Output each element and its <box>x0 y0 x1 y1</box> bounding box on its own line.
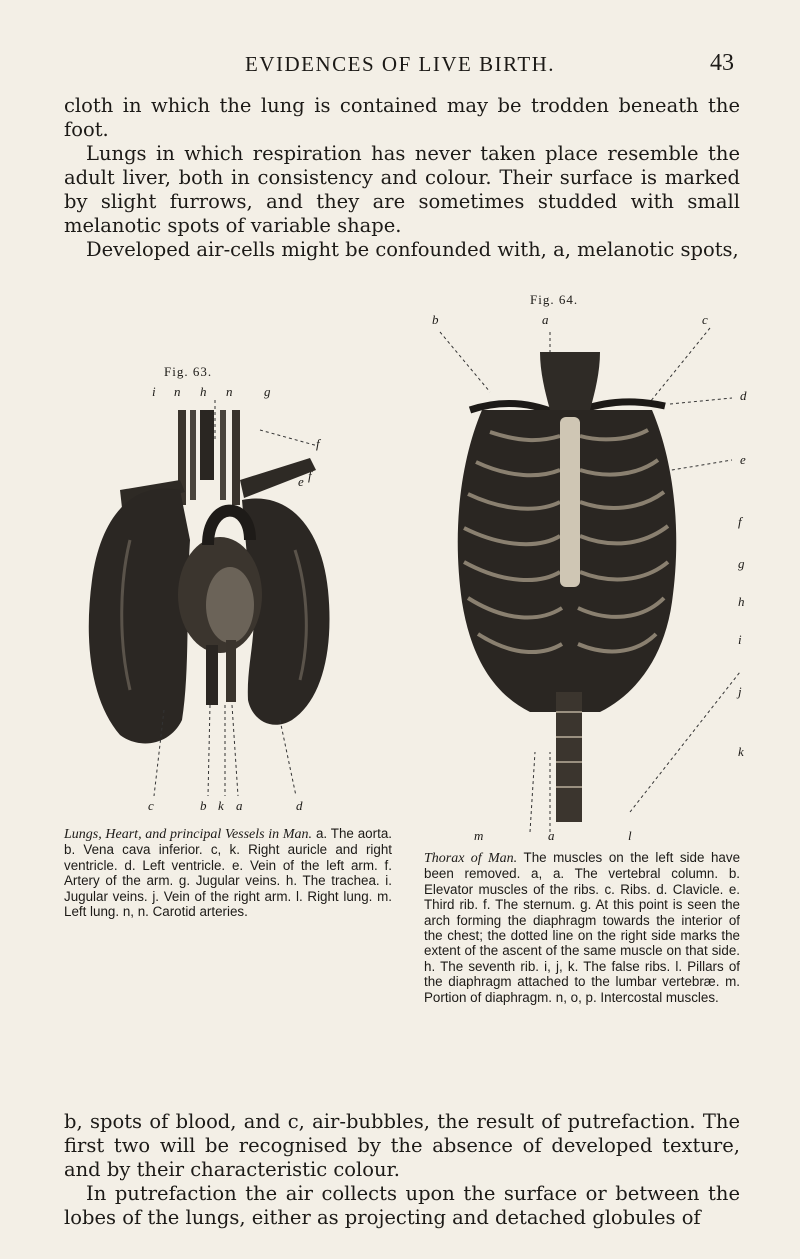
fig64-letter-g: g <box>738 556 745 571</box>
figure-63-label: Fig. 63. <box>164 364 213 379</box>
fig63-letter-n2: n <box>226 384 233 399</box>
fig64-letter-a2: a <box>548 828 555 843</box>
fig64-letter-b: b <box>432 312 439 327</box>
fig63-letter-k: k <box>218 798 224 813</box>
fig64-letter-d: d <box>740 388 747 403</box>
paragraph-lungs: Lungs in which respiration has never taken place resemble the adult liver, both in consistency and colour. Their surface is marked by slight furrows, and they are sometimes studded with small melanotic spots of variable shape. <box>64 142 740 237</box>
paragraph-air-cells: Developed air-cells might be confounded with, a, melanotic spots, <box>86 238 739 261</box>
paragraph-spots: b, spots of blood, and c, air-bubbles, the result of putrefaction. The first two will be recognised by the absence of developed texture, and by their characteristic colour. <box>64 1110 740 1181</box>
neck <box>540 352 600 410</box>
paragraph-continuation: cloth in which the lung is contained may be trodden beneath the foot. <box>64 94 740 141</box>
fig64-letter-j: j <box>738 684 742 699</box>
top-text <box>64 94 740 262</box>
fig64-letter-h: h <box>738 594 745 609</box>
fig64-letter-a: a <box>542 312 549 327</box>
sternum <box>560 417 580 587</box>
figure-63-caption-title: Lungs, Heart, and principal Vessels in Man. <box>64 827 313 842</box>
thorax-illustration <box>420 292 765 852</box>
aorta-descending <box>226 640 236 702</box>
figure-63-caption <box>64 826 392 919</box>
figure-63 <box>60 340 380 820</box>
fig63-letter-g: g <box>264 384 271 399</box>
figure-64-caption <box>424 850 740 1005</box>
fig64-letter-m: m <box>474 828 484 843</box>
figure-64-label: Fig. 64. <box>530 292 579 307</box>
running-head: EVIDENCES OF LIVE BIRTH. <box>245 52 556 76</box>
figure-63-caption-body: a. The aorta. b. Vena cava inferior. c, k. Right auricle and right ventricle. d. Left ventricle. e. Vein of the left arm. f. Artery of the arm. g. Jugular veins. h. The trachea. i. Jugular veins. j. Vein of the right arm. l. Right lung. m. Left lung. n, n. Carotid arteries. <box>64 826 392 920</box>
heart-shade <box>206 567 254 643</box>
fig63-letter-e: e <box>298 474 304 489</box>
vena-cava <box>206 645 218 705</box>
carotid-right <box>220 410 226 500</box>
fig64-letter-k: k <box>738 744 744 759</box>
page-number: 43 <box>710 50 734 76</box>
fig63-letter-f2: f <box>308 468 312 483</box>
arm-vessels-right <box>240 458 316 498</box>
fig64-letter-c: c <box>702 312 708 327</box>
fig63-letter-h: h <box>200 384 207 399</box>
figure-64-caption-body: The muscles on the left side have been removed. a, a. The vertebral column. b. Elevator muscles of the ribs. c. Ribs. d. Clavicle. e. Third rib. f. The sternum. g. At this point is seen the arch forming the diaphragm towards the interior of the chest; the dotted line on the right side marks the extent of the ascent of the same muscle on that side. h. The seventh rib. i, j, k. The false ribs. l. Pillars of the diaphragm attached to the lumbar vertebræ. m. Portion of diaphragm. n, o, p. Intercostal muscles. <box>424 850 741 1005</box>
lungs-heart-illustration <box>60 340 380 820</box>
bottom-text <box>64 1110 740 1230</box>
fig63-letter-d: d <box>296 798 303 813</box>
page-header <box>0 52 800 82</box>
fig64-letter-i: i <box>738 632 742 647</box>
fig64-letter-f: f <box>738 514 742 529</box>
fig63-letter-a: a <box>236 798 243 813</box>
figure-64-caption-title: Thorax of Man. <box>424 851 518 866</box>
fig63-letter-b: b <box>200 798 207 813</box>
fig63-letter-i: i <box>152 384 156 399</box>
fig64-letter-l: l <box>628 828 632 843</box>
paragraph-putrefaction: In putrefaction the air collects upon the surface or between the lobes of the lungs, either as projecting and detached globules of <box>64 1182 740 1229</box>
fig63-letter-f: f <box>316 436 320 451</box>
right-lung <box>89 488 190 743</box>
jugular-right <box>232 410 240 505</box>
fig64-letter-e: e <box>740 452 746 467</box>
figure-64 <box>420 292 765 852</box>
carotid-left <box>190 410 196 500</box>
trachea <box>200 410 214 480</box>
fig63-letter-n: n <box>174 384 181 399</box>
fig63-letter-c: c <box>148 798 154 813</box>
